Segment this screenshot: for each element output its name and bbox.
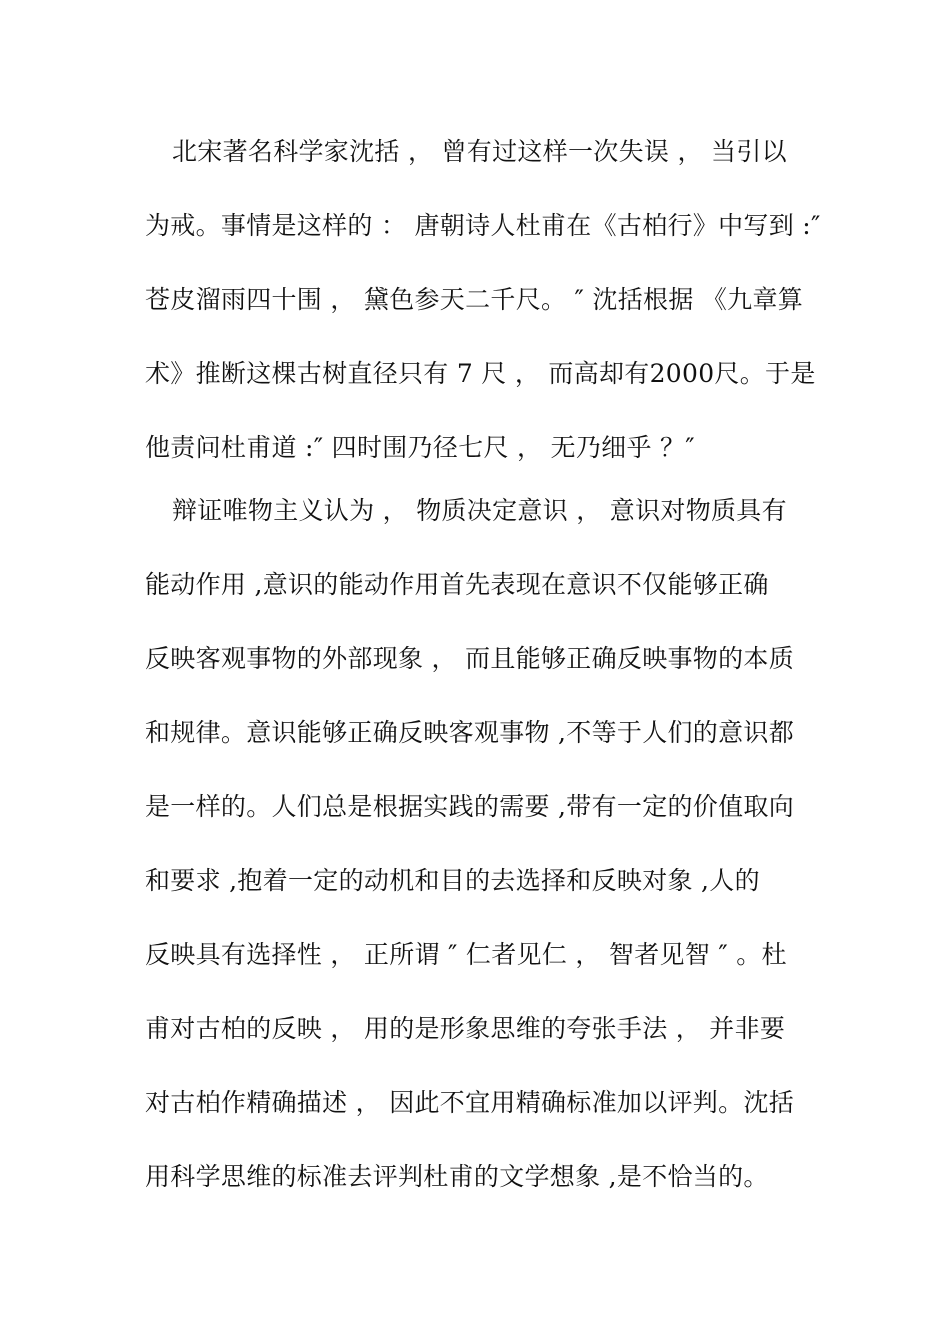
text-line: 北宋著名科学家沈括 ， 曾有过这样一次失误 ， 当引以 (172, 137, 787, 166)
text-line: 甫对古柏的反映 ， 用的是形象思维的夸张手法 ， 并非要 (145, 1014, 786, 1043)
text-line: 术》推断这棵古树直径只有 7 尺 ， 而高却有2000尺。于是 (145, 359, 816, 388)
text-line: 和要求 ,抱着一定的动机和目的去选择和反映对象 ,人的 (145, 866, 760, 895)
text-line: 和规律。意识能够正确反映客观事物 ,不等于人们的意识都 (145, 718, 794, 747)
text-line: 对古柏作精确描述 ， 因此不宜用精确标准加以评判。沈括 (145, 1088, 794, 1117)
text-line: 辩证唯物主义认为 ， 物质决定意识 ， 意识对物质具有 (172, 496, 787, 525)
text-line: 为戒。事情是这样的 ： 唐朝诗人杜甫在《古柏行》中写到 :″ (145, 211, 821, 240)
text-line: 反映具有选择性 ， 正所谓 ″ 仁者见仁 ， 智者见智 ″ 。杜 (145, 940, 787, 969)
text-line: 苍皮溜雨四十围 ， 黛色参天二千尺。 ″ 沈括根据 《九章算 (145, 285, 804, 314)
text-line: 他责问杜甫道 :″ 四时围乃径七尺 ， 无乃细乎 ？″ (145, 433, 695, 462)
text-line: 能动作用 ,意识的能动作用首先表现在意识不仅能够正确 (145, 570, 769, 599)
text-line: 反映客观事物的外部现象 ， 而且能够正确反映事物的本质 (145, 644, 794, 673)
text-line: 是一样的。人们总是根据实践的需要 ,带有一定的价值取向 (145, 792, 794, 821)
text-line: 用科学思维的标准去评判杜甫的文学想象 ,是不恰当的。 (145, 1162, 769, 1191)
